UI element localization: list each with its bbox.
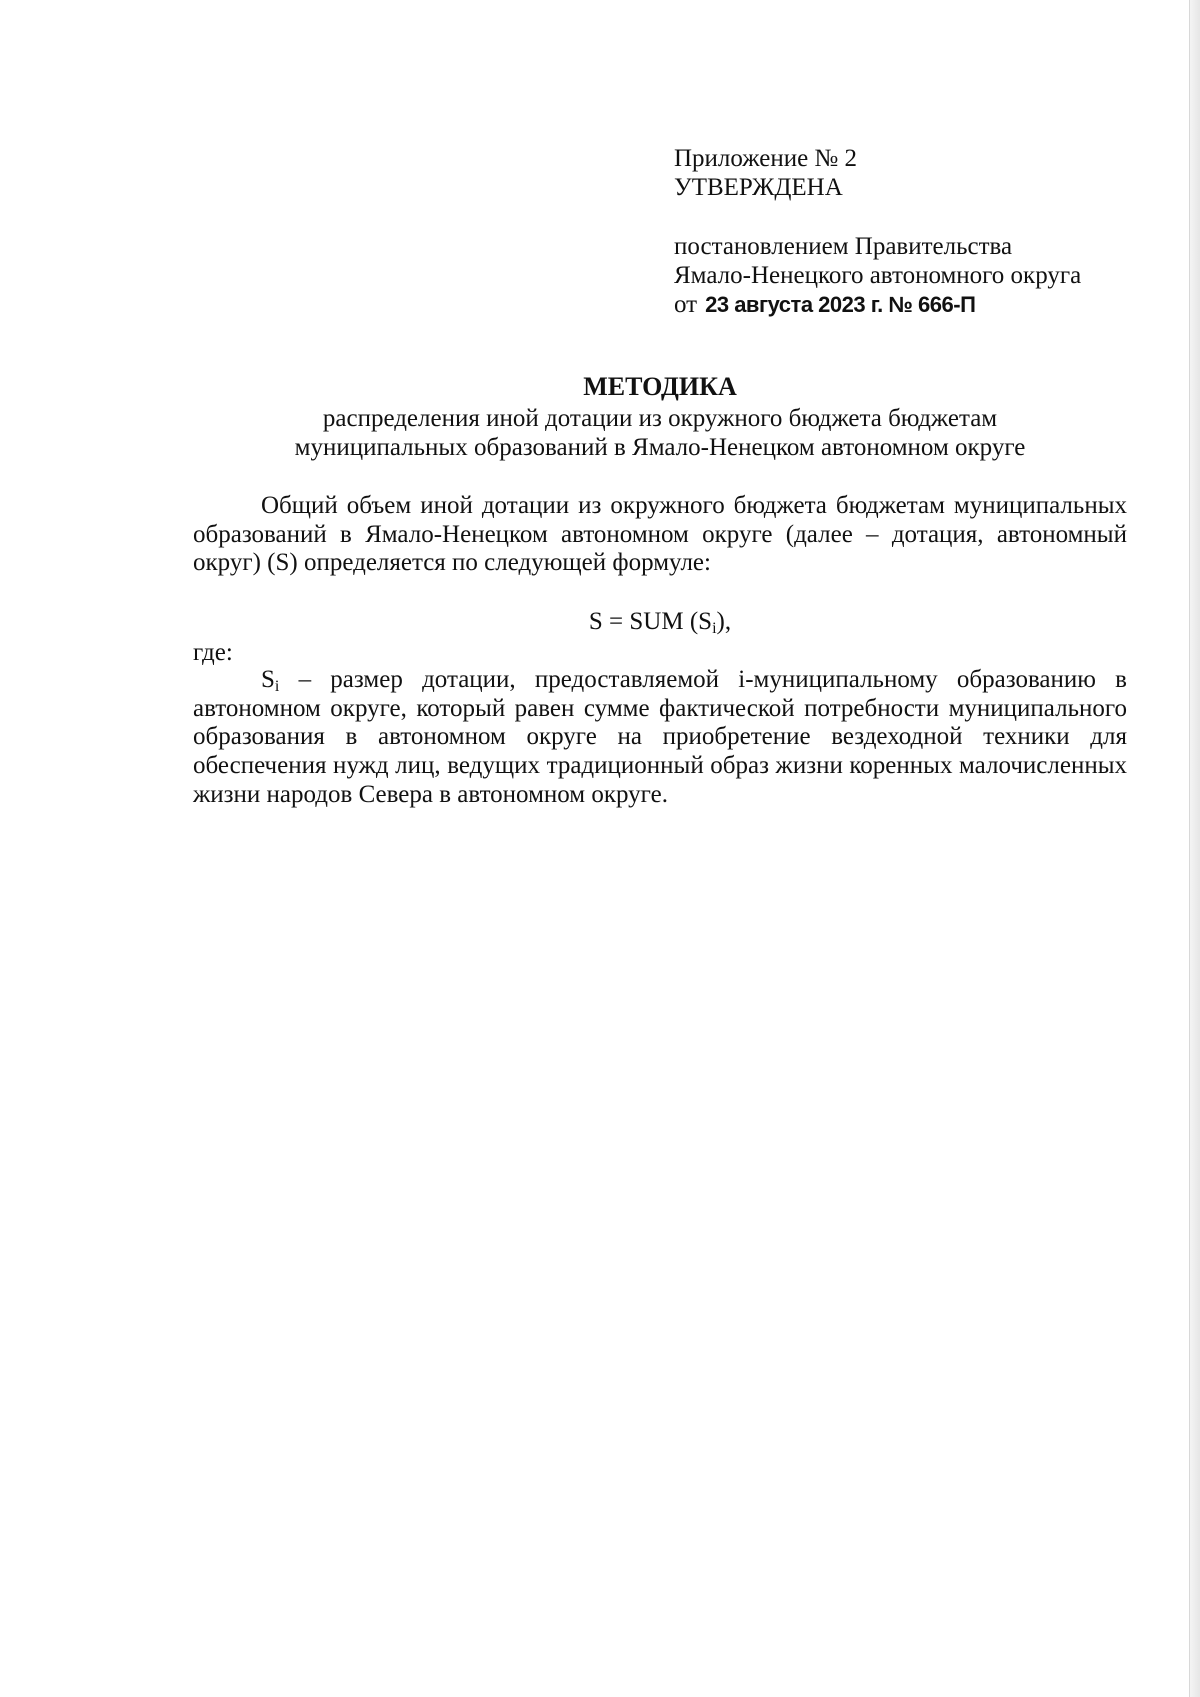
formula-suffix: ), [716,608,732,635]
decree-date-number: 23 августа 2023 г. № 666-П [705,292,976,317]
decree-line-2: Ямало-Ненецкого автономного округа [674,262,1082,289]
paragraph-si-definition [193,666,1127,810]
spacer [674,202,1134,232]
formula-subscript: i [712,620,717,637]
appendix-label: Приложение № 2 [674,145,858,172]
approved-label: УТВЕРЖДЕНА [674,174,843,201]
document-subtitle [190,404,1130,462]
document-title: МЕТОДИКА [583,372,737,401]
si-subscript: i [274,678,280,695]
where-label: где: [193,639,233,666]
paragraph-total-volume: Общий объем иной дотации из окружного бюджета бюджетам муниципальных образований в Ямало-Ненецком автономном округе (далее – дотация, автономный округ) (S) определяется по следующей формуле: [193,492,1127,577]
formula [193,607,1127,636]
decree-date-line [674,290,1134,319]
subtitle-line-2: муниципальных образований в Ямало-Ненецком автономном округе [294,434,1026,461]
approval-block [674,144,1134,319]
decree-prefix: от [674,291,698,318]
page-edge-shadow [1189,0,1200,1697]
subtitle-line-1: распределения иной дотации из окружного бюджета бюджетам [322,405,998,432]
decree-line-1: постановлением Правительства [674,233,1013,260]
si-symbol: S [261,666,275,693]
si-definition-text: – размер дотации, предоставляемой i-муниципальному образованию в автономном округе, который равен сумме фактической потребности муниципального образования в автономном округе на приобретение вездеходной техники для обеспечения нужд лиц, ведущих традиционный образ жизни коренных малочисленных жизни народов Севера в автономном округе. [193,666,1127,808]
formula-prefix: S = SUM (S [588,608,713,635]
